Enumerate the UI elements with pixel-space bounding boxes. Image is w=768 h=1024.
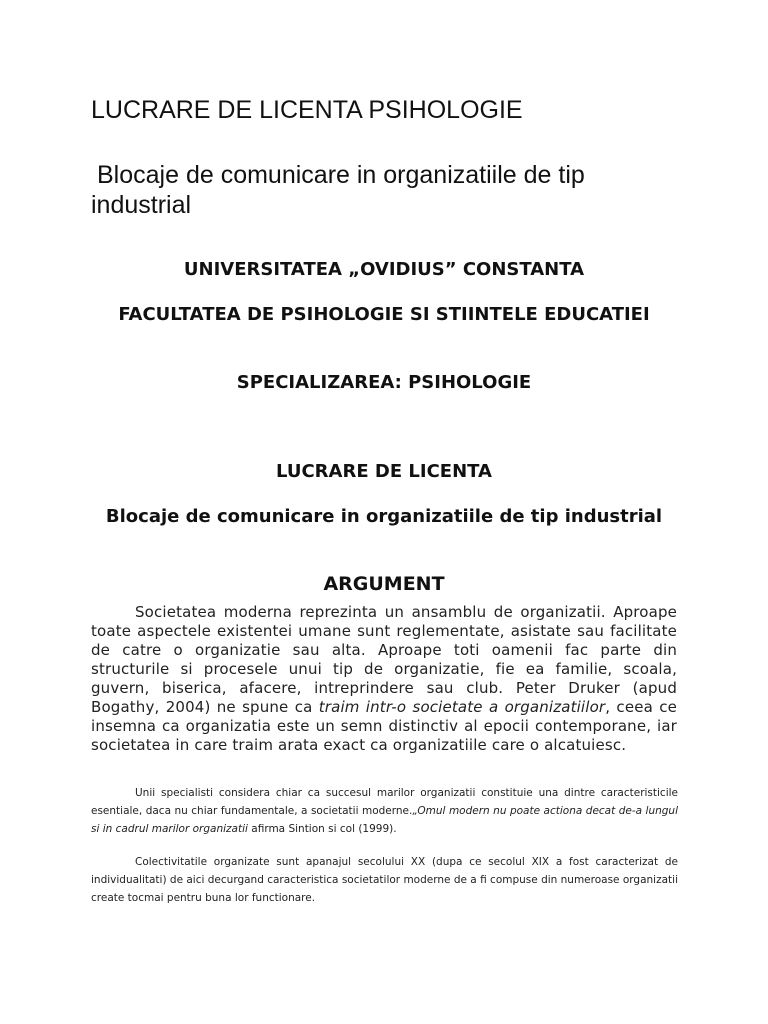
paragraph-2-part-1: Unii specialisti considera chiar ca succesul marilor organizatii constituie una dintre caracteristicile esentiale, daca nu chiar fundamentale, a societatii moderne.	[91, 787, 678, 817]
paragraph-1-italic: traim intr-o societate a organizatiilor	[318, 698, 606, 716]
faculty-name: FACULTATEA DE PSIHOLOGIE SI STIINTELE EDUCATIEI	[118, 304, 650, 325]
document-subtitle	[91, 160, 691, 220]
body-paragraph-3: Colectivitatile organizate sunt apanajul secolului XX (dupa ce secolul XIX a fost caracterizat de individualitati) de aici decurgand caracteristica societatilor moderne de a fi compuse din numeroase organizatii create tocmai pentru buna lor functionare.	[91, 856, 678, 904]
paragraph-1-part-1: Societatea moderna reprezinta un ansamblu de organizatii. Aproape toate aspectele existentei umane sunt reglementate, asistate sau facilitate de catre o organizatie sau alta. Aproape toti oamenii fac parte din structurile si procesele unui tip de organizatie, fie ea familie, scoala, guvern, biserica, afacere, intreprindere sau club. Peter Druker (apud Bogathy, 2004) ne spune ca	[91, 603, 677, 716]
document-title: LUCRARE DE LICENTA PSIHOLOGIE	[91, 96, 523, 124]
paragraph-2-italic: „Omul modern nu poate actiona decat de-a lungul si in cadrul marilor organizatii	[91, 805, 678, 835]
body-paragraph-2	[91, 784, 678, 838]
document-subtitle-text: Blocaje de comunicare in organizatiile de tip industrial	[91, 161, 585, 219]
paragraph-2-part-2: afirma Sintion si col (1999).	[247, 823, 397, 835]
thesis-label: LUCRARE DE LICENTA	[276, 461, 492, 482]
section-heading: ARGUMENT	[323, 573, 445, 595]
thesis-title: Blocaje de comunicare in organizatiile de tip industrial	[105, 506, 663, 527]
paragraph-1-part-2: , ceea ce insemna ca organizatia este un semn distinctiv al epocii contemporane, iar societatea in care traim arata exact ca organizatiile care o alcatuiesc.	[91, 698, 677, 754]
body-paragraph-1	[91, 603, 677, 755]
university-name: UNIVERSITATEA „OVIDIUS” CONSTANTA	[183, 259, 585, 280]
specialization: SPECIALIZAREA: PSIHOLOGIE	[236, 372, 532, 393]
